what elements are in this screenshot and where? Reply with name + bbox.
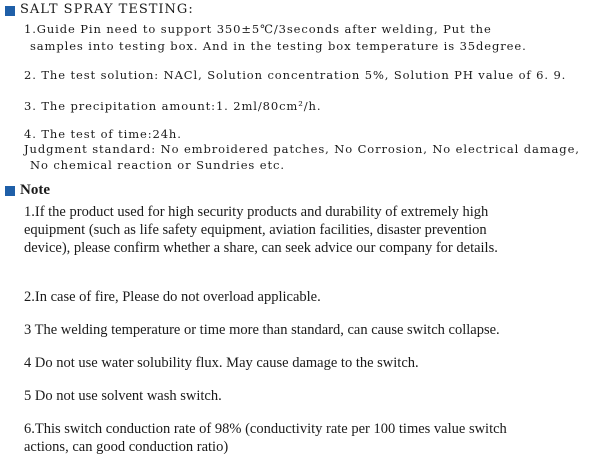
note-5: 5 Do not use solvent wash switch. [24, 388, 222, 404]
note-title: Note [20, 182, 50, 198]
note-1-line-2: equipment (such as life safety equipment, aviation facilities, disaster prevention [24, 222, 487, 238]
salt-item-4: 4. The test of time:24h. [24, 127, 182, 141]
note-4: 4 Do not use water solubility flux. May cause damage to the switch. [24, 355, 419, 371]
note-bullet-icon [5, 186, 15, 196]
note-3: 3 The welding temperature or time more than standard, can cause switch collapse. [24, 322, 500, 338]
note-1-line-3: device), please confirm whether a share, can seek advice our company for details. [24, 240, 498, 256]
judgment-line-2: No chemical reaction or Sundries etc. [30, 158, 285, 172]
judgment-line-1: Judgment standard: No embroidered patches, No Corrosion, No electrical damage, [24, 142, 580, 156]
section-bullet-icon [5, 6, 15, 16]
salt-item-1-line-2: samples into testing box. And in the testing box temperature is 35degree. [30, 39, 527, 53]
salt-item-3: 3. The precipitation amount:1. 2ml/80cm²/h. [24, 99, 322, 113]
note-2: 2.In case of fire, Please do not overload applicable. [24, 289, 321, 305]
salt-item-2: 2. The test solution: NACl, Solution concentration 5%, Solution PH value of 6. 9. [24, 68, 567, 82]
salt-item-1-line-1: 1.Guide Pin need to support 350±5℃/3seconds after welding, Put the [24, 22, 492, 36]
note-6-line-2: actions, can good conduction ratio) [24, 439, 229, 455]
salt-spray-title: SALT SPRAY TESTING: [20, 2, 194, 17]
note-6-line-1: 6.This switch conduction rate of 98% (conductivity rate per 100 times value switch [24, 421, 507, 437]
note-1-line-1: 1.If the product used for high security products and durability of extremely high [24, 204, 489, 220]
